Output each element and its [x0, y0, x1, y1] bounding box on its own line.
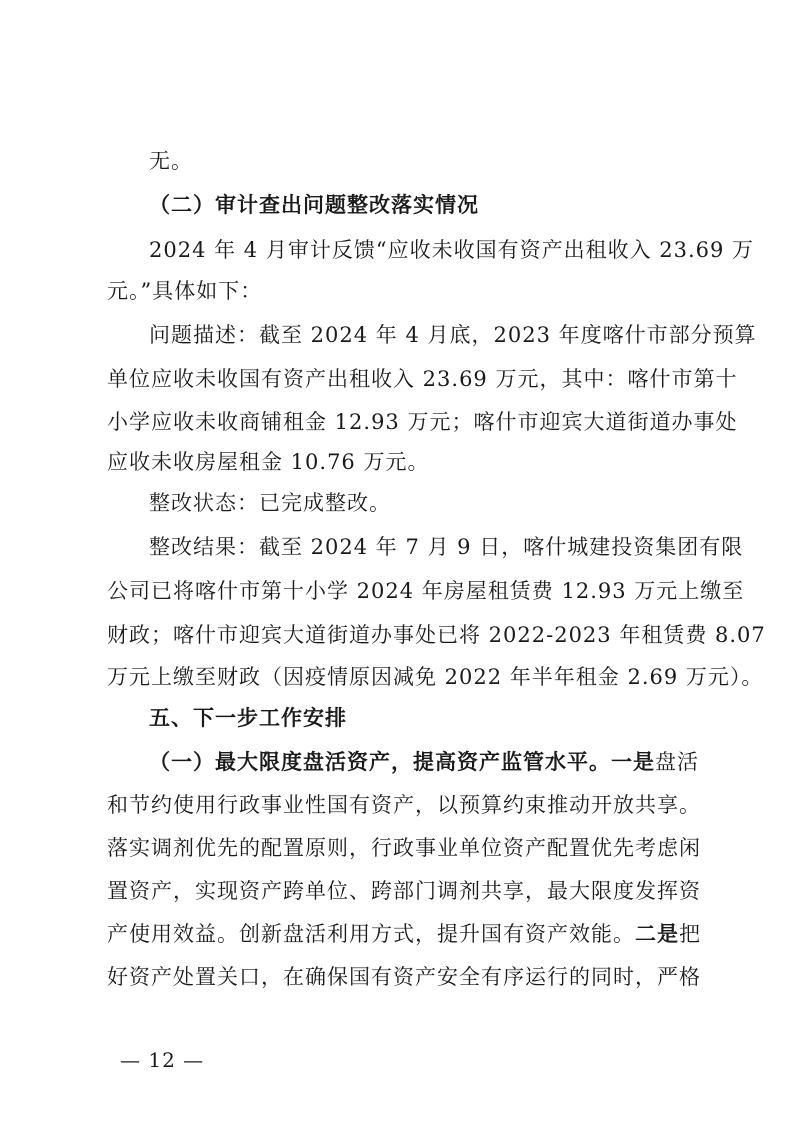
text-run: 把 [679, 922, 701, 946]
text-line: 2024 年 4 月审计反馈“应收未收国有资产出租收入 23.69 万 [149, 238, 755, 262]
page-number: — 12 — [120, 1048, 205, 1072]
text-line: 置资产，实现资产跨单位、跨部门调剂共享，最大限度发挥资 [107, 879, 701, 903]
text-line: 无。 [149, 149, 193, 173]
text-line [149, 747, 699, 777]
text-line: 落实调剂优先的配置原则，行政事业单位资产配置优先考虑闲 [107, 836, 701, 860]
text-line [107, 919, 701, 949]
bold-run: （一）最大限度盘活资产，提高资产监管水平。 [149, 749, 611, 774]
text-line: 公司已将喀什市第十小学 2024 年房屋租赁费 12.93 万元上缴至 [107, 579, 745, 603]
text-line: 整改状态：已完成整改。 [149, 491, 391, 515]
text-line: 元。”具体如下： [107, 279, 263, 303]
section-heading: 五、下一步工作安排 [149, 705, 347, 730]
text-line: 财政；喀什市迎宾大道街道办事处已将 2022-2023 年租赁费 8.07 [107, 623, 766, 647]
text-line: 万元上缴至财政（因疫情原因减免 2022 年半年租金 2.69 万元）。 [107, 665, 764, 689]
text-line: 整改结果：截至 2024 年 7 月 9 日，喀什城建投资集团有限 [149, 535, 744, 559]
text-line: 好资产处置关口，在确保国有资产安全有序运行的同时，严格 [107, 965, 701, 989]
text-line: 应收未收房屋租金 10.76 万元。 [107, 450, 430, 474]
bold-run: 二是 [635, 921, 679, 946]
section-heading: （二）审计查出问题整改落实情况 [149, 192, 479, 217]
text-line: 问题描述：截至 2024 年 4 月底，2023 年度喀什市部分预算 [149, 323, 757, 347]
text-run: 产使用效益。创新盘活利用方式，提升国有资产效能。 [107, 922, 635, 946]
text-line: 单位应收未收国有资产出租收入 23.69 万元，其中：喀什市第十 [107, 367, 738, 391]
text-line: 和节约使用行政事业性国有资产，以预算约束推动开放共享。 [107, 793, 701, 817]
bold-run: 一是 [611, 749, 655, 774]
text-run: 盘活 [655, 750, 699, 774]
text-line: 小学应收未收商铺租金 12.93 万元；喀什市迎宾大道街道办事处 [107, 410, 738, 434]
